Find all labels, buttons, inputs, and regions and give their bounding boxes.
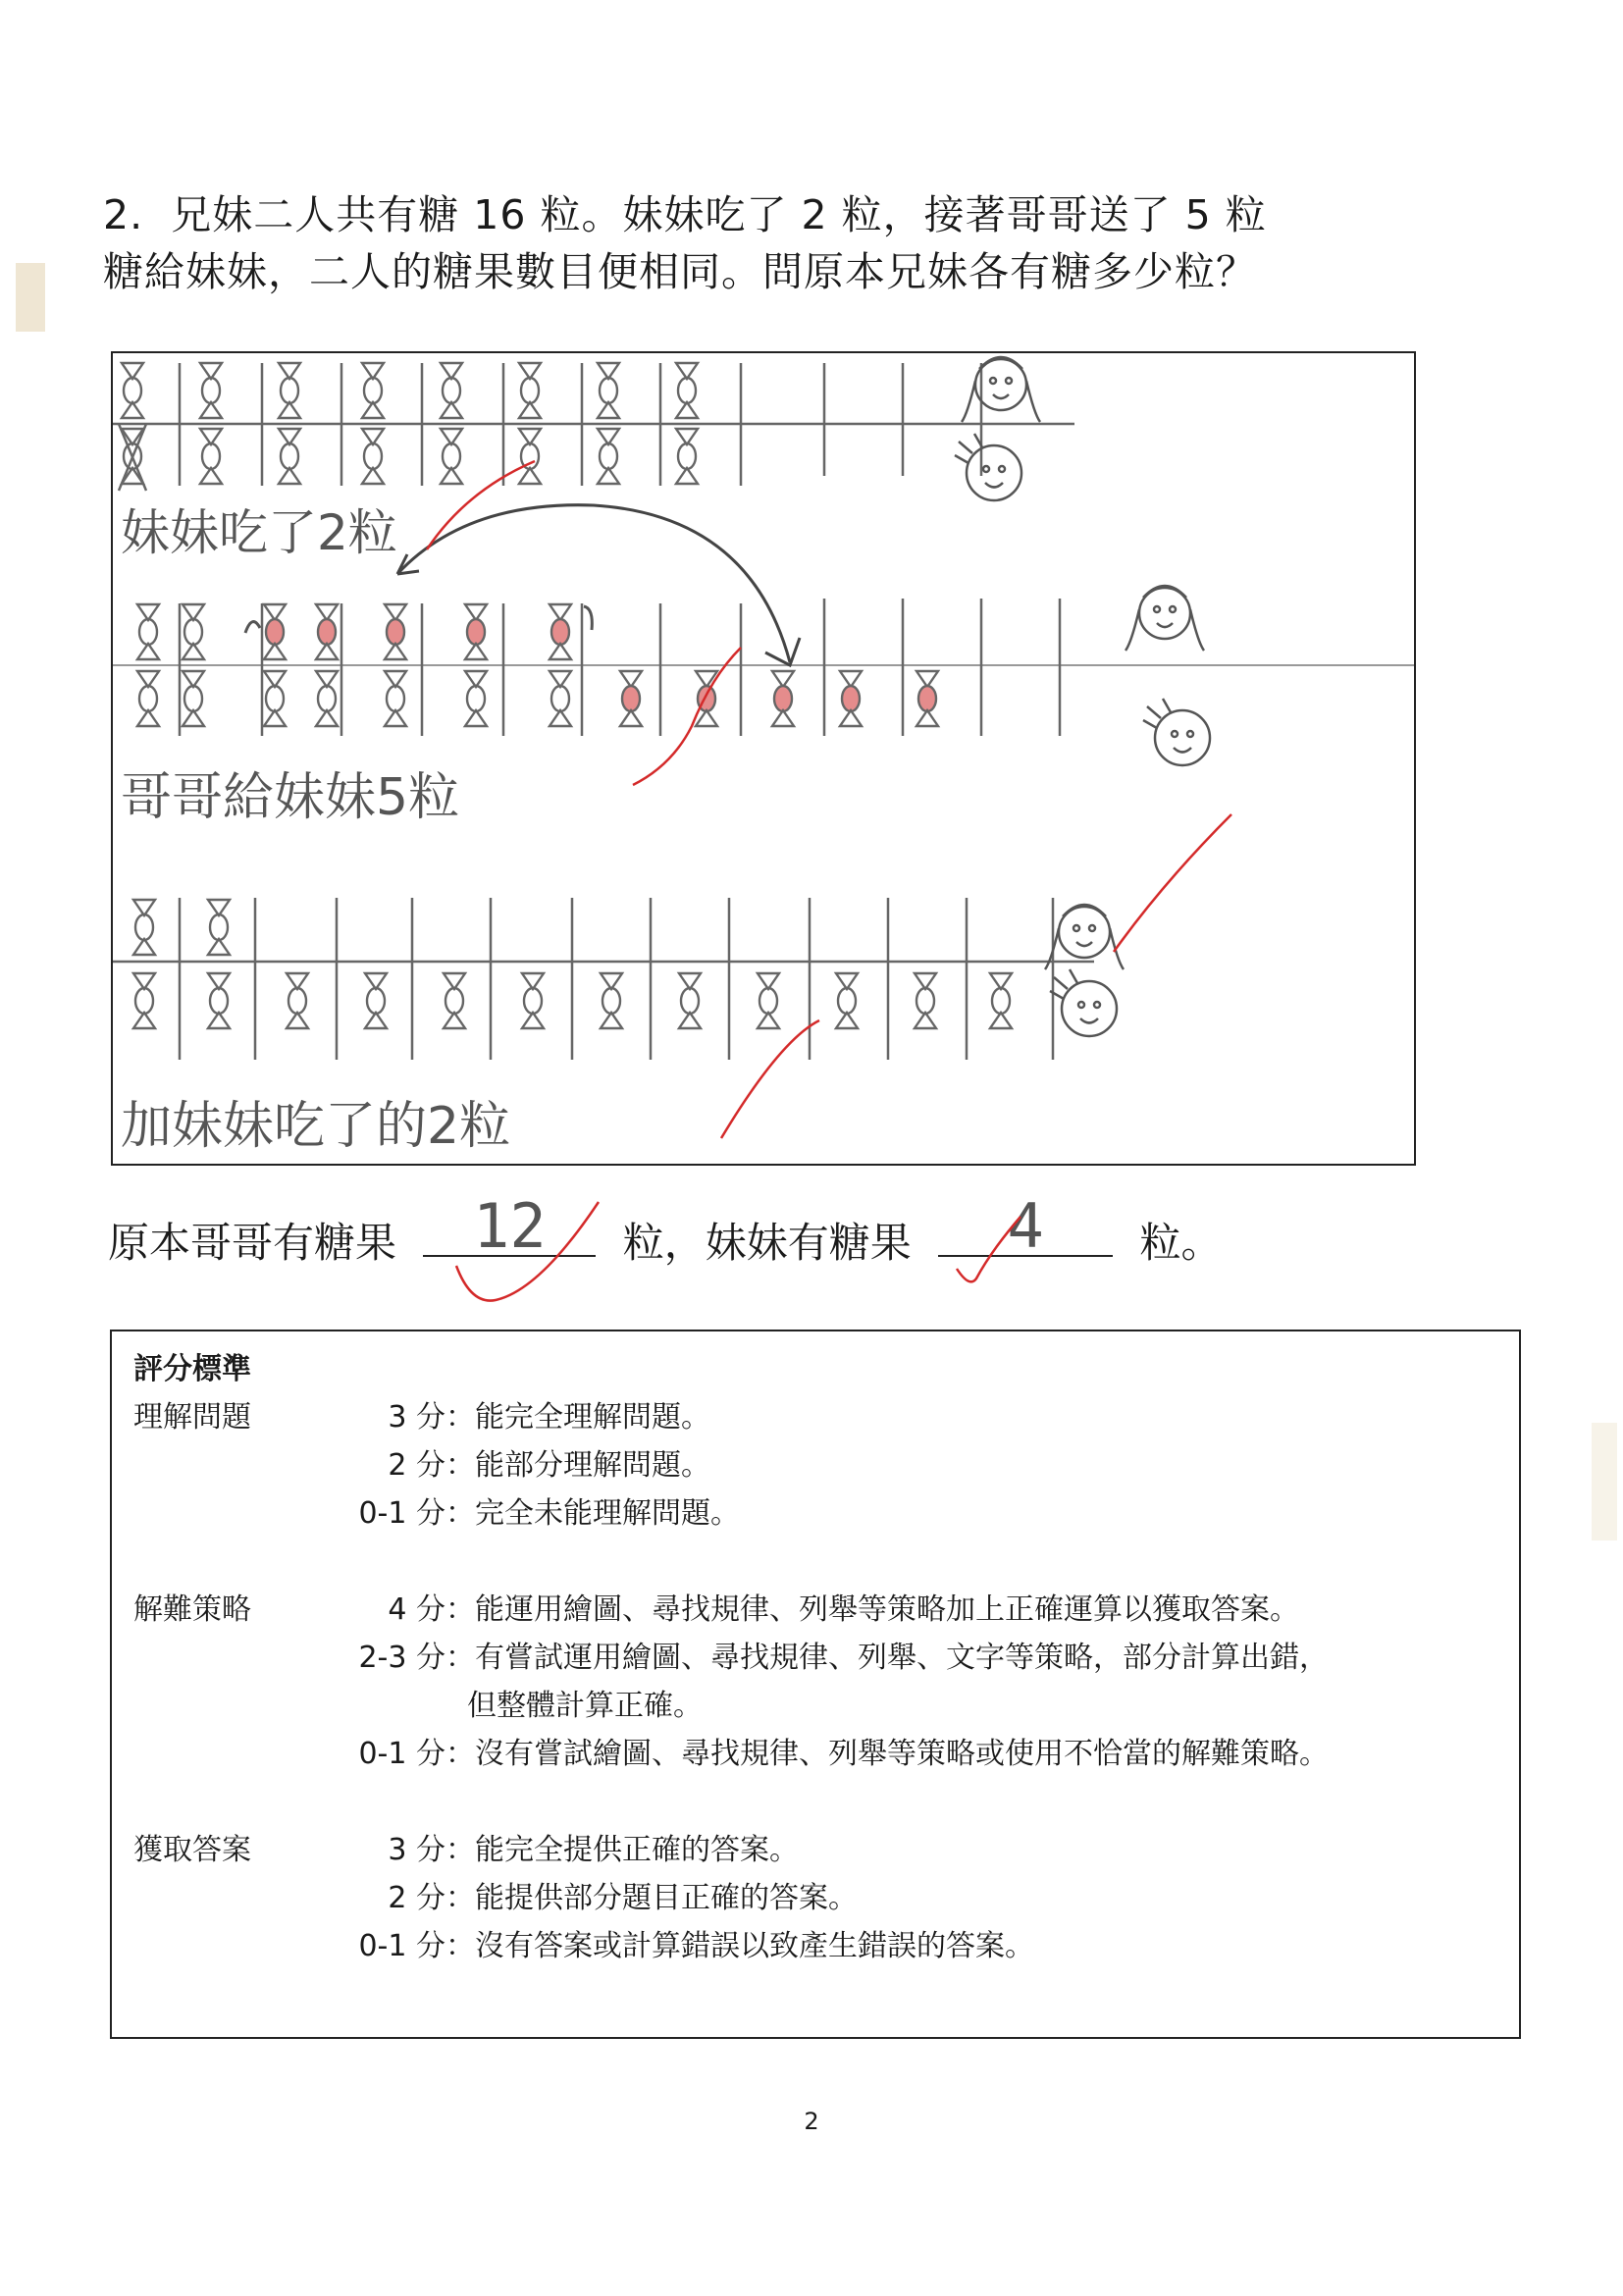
rubric-description: 沒有嘗試繪圖、尋找規律、列舉等策略或使用不恰當的解難策略。 [475,1737,1329,1771]
rubric-score: 4 分 [388,1592,445,1627]
rubric-level: 0-1 分：沒有嘗試繪圖、尋找規律、列舉等策略或使用不恰當的解難策略。 [330,1730,1329,1778]
page-number: 2 [804,2108,819,2135]
scan-mark-right [1592,1423,1617,1540]
rubric-category-answer: 獲取答案 [133,1833,251,1867]
answer-prefix: 原本哥哥有糖果 [108,1219,397,1267]
rubric-description: 能提供部分題目正確的答案。 [475,1881,858,1915]
rubric-description: 能部分理解問題。 [475,1448,710,1483]
question-line-1: 兄妹二人共有糖 16 粒。妹妹吃了 2 粒，接著哥哥送了 5 粒 [171,191,1267,238]
rubric-level: 3 分：能完全理解問題。 [330,1393,710,1441]
rubric-level: 3 分：能完全提供正確的答案。 [330,1826,799,1874]
rubric-score: 2 分 [388,1448,445,1483]
rubric-level-continuation: 但整體計算正確。 [467,1689,703,1723]
rubric-score: 0-1 分 [358,1496,445,1531]
answer-suffix: 粒。 [1139,1219,1223,1267]
drawing-step-1 [113,357,1074,500]
rubric-level: 2 分：能提供部分題目正確的答案。 [330,1874,858,1922]
step-3-caption: 加妹妹吃了的2粒 [121,1097,511,1156]
step-2-caption: 哥哥給妹妹5粒 [121,768,460,827]
teacher-check-marks [427,461,1231,1138]
rubric-level: 2-3 分：有嘗試運用繪圖、尋找規律、列舉、文字等策略，部分計算出錯， [330,1634,1329,1682]
answer-red-checks [432,1173,1178,1320]
rubric-description: 沒有答案或計算錯誤以致產生錯誤的答案。 [475,1929,1034,1963]
student-drawing [113,353,1414,1164]
step-1-caption: 妹妹吃了2粒 [121,504,397,561]
answer-middle: 粒，妹妹有糖果 [622,1219,912,1267]
question-number: 2. [103,191,144,238]
scan-mark-left [16,263,45,332]
rubric-level: 4 分：能運用繪圖、尋找規律、列舉等策略加上正確運算以獲取答案。 [330,1586,1299,1634]
rubric-score: 3 分 [388,1400,445,1435]
student-drawing-box [111,351,1416,1166]
rubric-description: 能完全提供正確的答案。 [475,1833,799,1867]
rubric-score: 3 分 [388,1833,445,1867]
rubric-score: 0-1 分 [358,1737,445,1771]
rubric-category-strategy: 解難策略 [133,1592,251,1627]
rubric-category-understanding: 理解問題 [133,1400,251,1435]
rubric-level: 2 分：能部分理解問題。 [330,1441,710,1489]
rubric-score: 2-3 分 [358,1641,445,1675]
rubric-description: 有嘗試運用繪圖、尋找規律、列舉、文字等策略，部分計算出錯， [475,1641,1329,1675]
rubric-title: 評分標準 [133,1352,251,1386]
rubric-level: 0-1 分：完全未能理解問題。 [330,1489,740,1538]
brother-answer-value: 12 [473,1190,547,1262]
question-line-2: 糖給妹妹，二人的糖果數目便相同。問原本兄妹各有糖多少粒？ [103,248,1257,295]
scoring-rubric [110,1330,1521,2039]
rubric-description: 能運用繪圖、尋找規律、列舉等策略加上正確運算以獲取答案。 [475,1592,1299,1627]
sister-answer-value: 4 [1007,1190,1044,1262]
rubric-description: 完全未能理解問題。 [475,1496,740,1531]
rubric-level: 0-1 分：沒有答案或計算錯誤以致產生錯誤的答案。 [330,1922,1034,1970]
rubric-score: 2 分 [388,1881,445,1915]
rubric-description: 能完全理解問題。 [475,1400,710,1435]
rubric-score: 0-1 分 [358,1929,445,1963]
drawing-step-3 [113,898,1124,1060]
question-text [103,186,1408,300]
